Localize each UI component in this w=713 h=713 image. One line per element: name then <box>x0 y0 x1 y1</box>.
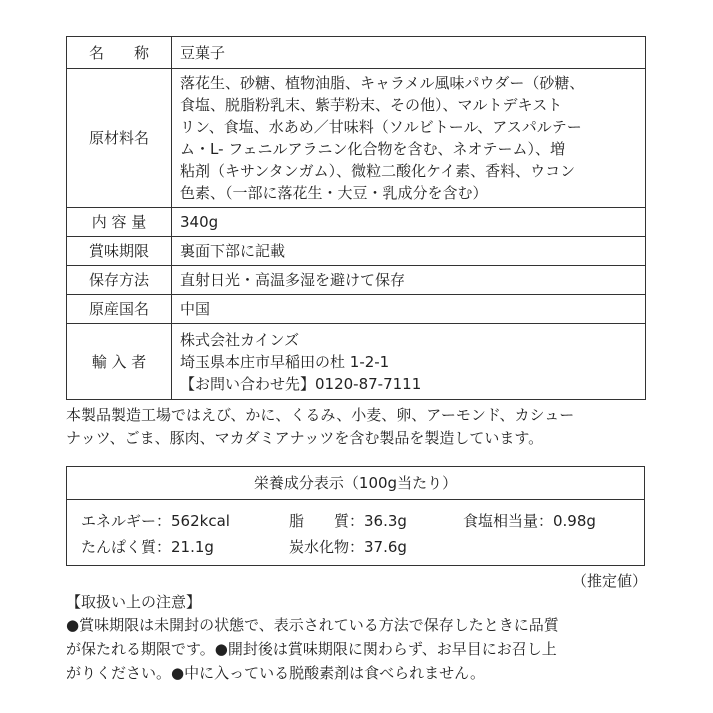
nutrition-protein: たんぱく質：21.1g <box>81 538 214 556</box>
label-header-importer: 輸 入 者 <box>67 324 172 400</box>
label-value-storage: 直射日光・高温多湿を避けて保存 <box>172 266 646 295</box>
label-row-content <box>67 208 646 237</box>
importer-line: 埼玉県本庄市早稲田の杜 1-2-1 <box>180 352 390 371</box>
label-value-origin: 中国 <box>172 295 646 324</box>
nutrition-title: 栄養成分表示（100g当たり） <box>67 467 644 500</box>
caution-body <box>66 613 656 685</box>
ingredients-line: リン、食塩、水あめ／甘味料（ソルビトール、アスパルテー <box>180 118 582 136</box>
label-value-best-before: 裏面下部に記載 <box>172 237 646 266</box>
allergen-notice <box>66 404 651 450</box>
nutrition-values <box>67 500 644 566</box>
nutrition-facts-box <box>66 466 645 566</box>
label-value-importer <box>172 324 646 400</box>
label-header-origin: 原産国名 <box>67 295 172 324</box>
caution-line: ●賞味期限は未開封の状態で、表示されている方法で保存したときに品質 <box>66 616 559 634</box>
label-value-content: 340g <box>172 208 646 237</box>
ingredients-line: 食塩、脱脂粉乳末、紫芋粉末、その他）、マルトデキスト <box>180 96 563 114</box>
label-row-name <box>67 37 646 69</box>
label-row-origin <box>67 295 646 324</box>
label-row-storage <box>67 266 646 295</box>
ingredients-line: 粘剤（キサンタンガム）、微粒二酸化ケイ素、香料、ウコン <box>180 162 576 180</box>
caution-line: が保たれる期限です。●開封後は賞味期限に関わらず、お早目にお召し上 <box>66 640 557 658</box>
product-label-table <box>66 36 646 400</box>
nutrition-fat: 脂 質：36.3g <box>289 512 407 530</box>
ingredients-line: 色素、（一部に落花生・大豆・乳成分を含む） <box>180 184 488 202</box>
allergen-notice-line: 本製品製造工場ではえび、かに、くるみ、小麦、卵、アーモンド、カシュー <box>66 406 575 424</box>
ingredients-line: ム・L- フェニルアラニン化合物を含む、ネオテーム）、増 <box>180 140 566 158</box>
label-header-name: 名 称 <box>67 37 172 69</box>
label-header-content: 内 容 量 <box>67 208 172 237</box>
label-header-storage: 保存方法 <box>67 266 172 295</box>
label-header-best-before: 賞味期限 <box>67 237 172 266</box>
nutrition-carbs: 炭水化物：37.6g <box>289 538 407 556</box>
ingredients-line: 落花生、砂糖、植物油脂、キャラメル風味パウダー（砂糖、 <box>180 74 585 92</box>
label-value-name: 豆菓子 <box>172 37 646 69</box>
caution-title: 【取扱い上の注意】 <box>66 593 202 611</box>
label-row-importer <box>67 324 646 400</box>
label-row-best-before <box>67 237 646 266</box>
importer-line: 株式会社カインズ <box>180 330 300 349</box>
allergen-notice-line: ナッツ、ごま、豚肉、マカダミアナッツを含む製品を製造しています。 <box>66 429 544 447</box>
label-row-ingredients <box>67 69 646 208</box>
nutrition-estimate-note: （推定値） <box>571 572 647 590</box>
label-value-ingredients <box>172 69 646 208</box>
label-header-ingredients: 原材料名 <box>67 69 172 208</box>
nutrition-energy: エネルギー：562kcal <box>81 512 230 530</box>
nutrition-salt: 食塩相当量：0.98g <box>463 512 596 530</box>
importer-line: 【お問い合わせ先】0120-87-7111 <box>180 374 422 393</box>
caution-line: がりください。●中に入っている脱酸素剤は食べられません。 <box>66 664 485 682</box>
